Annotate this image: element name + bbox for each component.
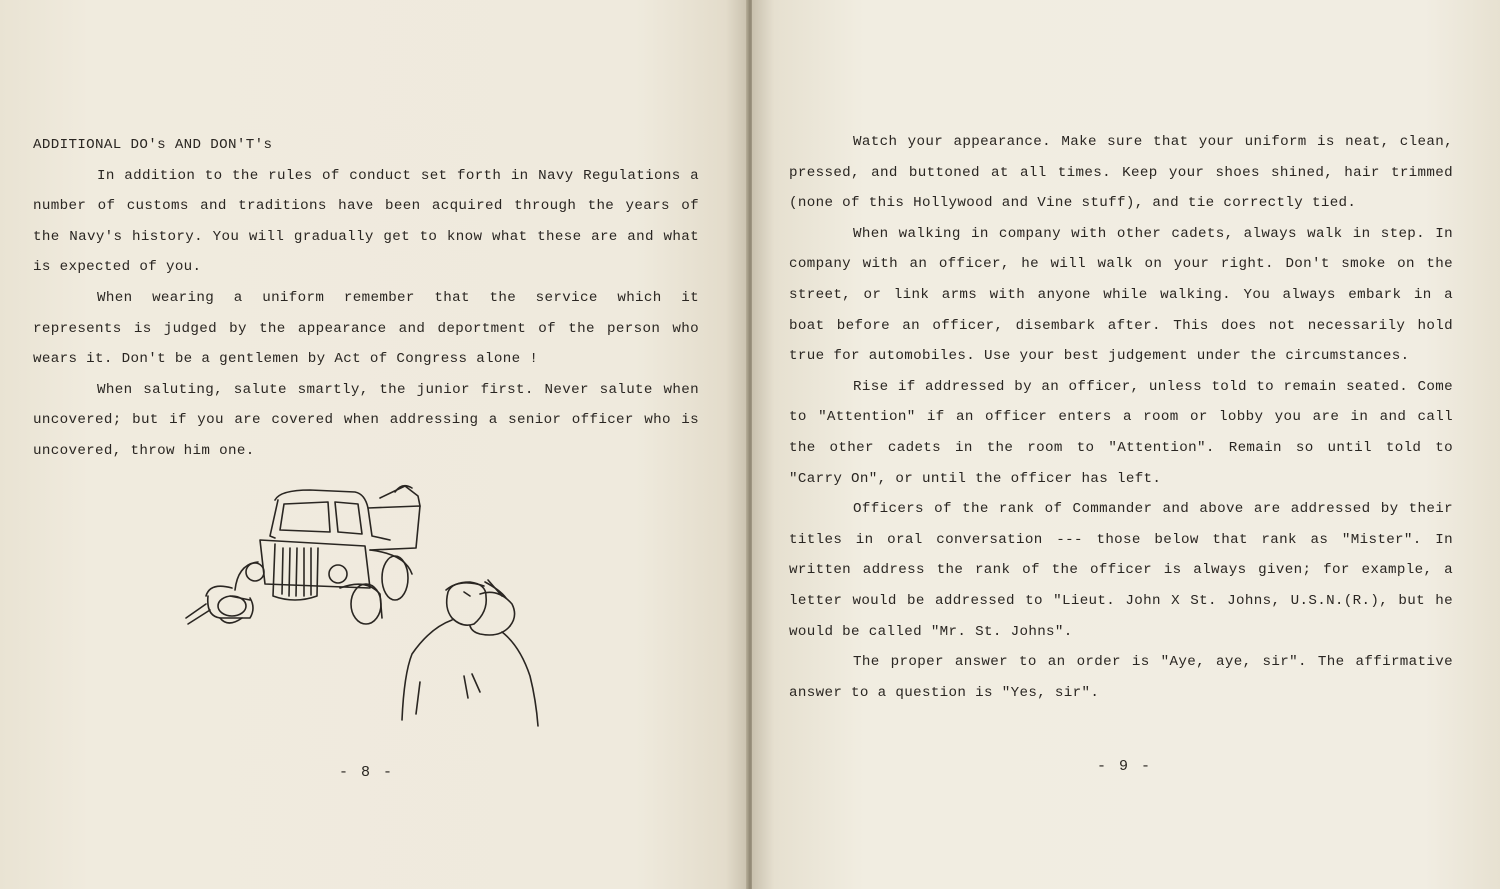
paragraph-walking: When walking in company with other cadets, always walk in step. In company with an officer, he will walk on your right. Don't smoke on the street, or link arms with anyone while walking. You always embark in a boat before an officer, disembark after. This does not necessarily hold true for automobiles. Use your best judgement under the circumstances. (789, 225, 1453, 365)
paragraph-saluting: When saluting, salute smartly, the junior first. Never salute when uncovered; but if you are covered when addressing a senior officer who is uncovered, throw him one. (33, 381, 699, 459)
right-page-text (789, 127, 1453, 708)
section-heading: ADDITIONAL DO's AND DON'T's (33, 137, 273, 153)
paragraph-uniform: When wearing a uniform remember that the service which it represents is judged by the appearance and deportment of the person who wears it. Don't be a gentlemen by Act of Congress alone ! (33, 289, 699, 368)
paragraph-appearance: Watch your appearance. Make sure that your uniform is neat, clean, pressed, and buttoned at all times. Keep your shoes shined, hair trimmed (none of this Hollywood and Vine stuff), and tie correctly tied. (789, 134, 1453, 212)
paragraph-customs: In addition to the rules of conduct set forth in Navy Regulations a number of customs and traditions have been acquired through the years of the Navy's history. You will gradually get to know what these are and what is expected of you. (33, 167, 699, 276)
paragraph-attention: Rise if addressed by an officer, unless told to remain seated. Come to "Attention" if an officer enters a room or lobby you are in and call the other cadets in the room to "Attention". Remain so until told to "Carry On", or until the officer has left. (789, 378, 1453, 487)
page-number-right: - 9 - (1097, 758, 1153, 775)
paragraph-address: Officers of the rank of Commander and above are addressed by their titles in oral conversation --- those below that rank as "Mister". In written address the rank of the officer is always given; for example, a letter would be addressed to "Lieut. John X St. Johns, U.S.N.(R.), but he would be called "Mr. St. Johns". (789, 501, 1453, 640)
left-page-text (33, 130, 699, 467)
right-page (752, 0, 1500, 889)
left-page (0, 0, 748, 889)
truck-salute-illustration-icon (180, 478, 550, 728)
paragraph-answer: The proper answer to an order is "Aye, aye, sir". The affirmative answer to a question is "Yes, sir". (789, 654, 1453, 701)
page-number-left: - 8 - (339, 764, 395, 781)
